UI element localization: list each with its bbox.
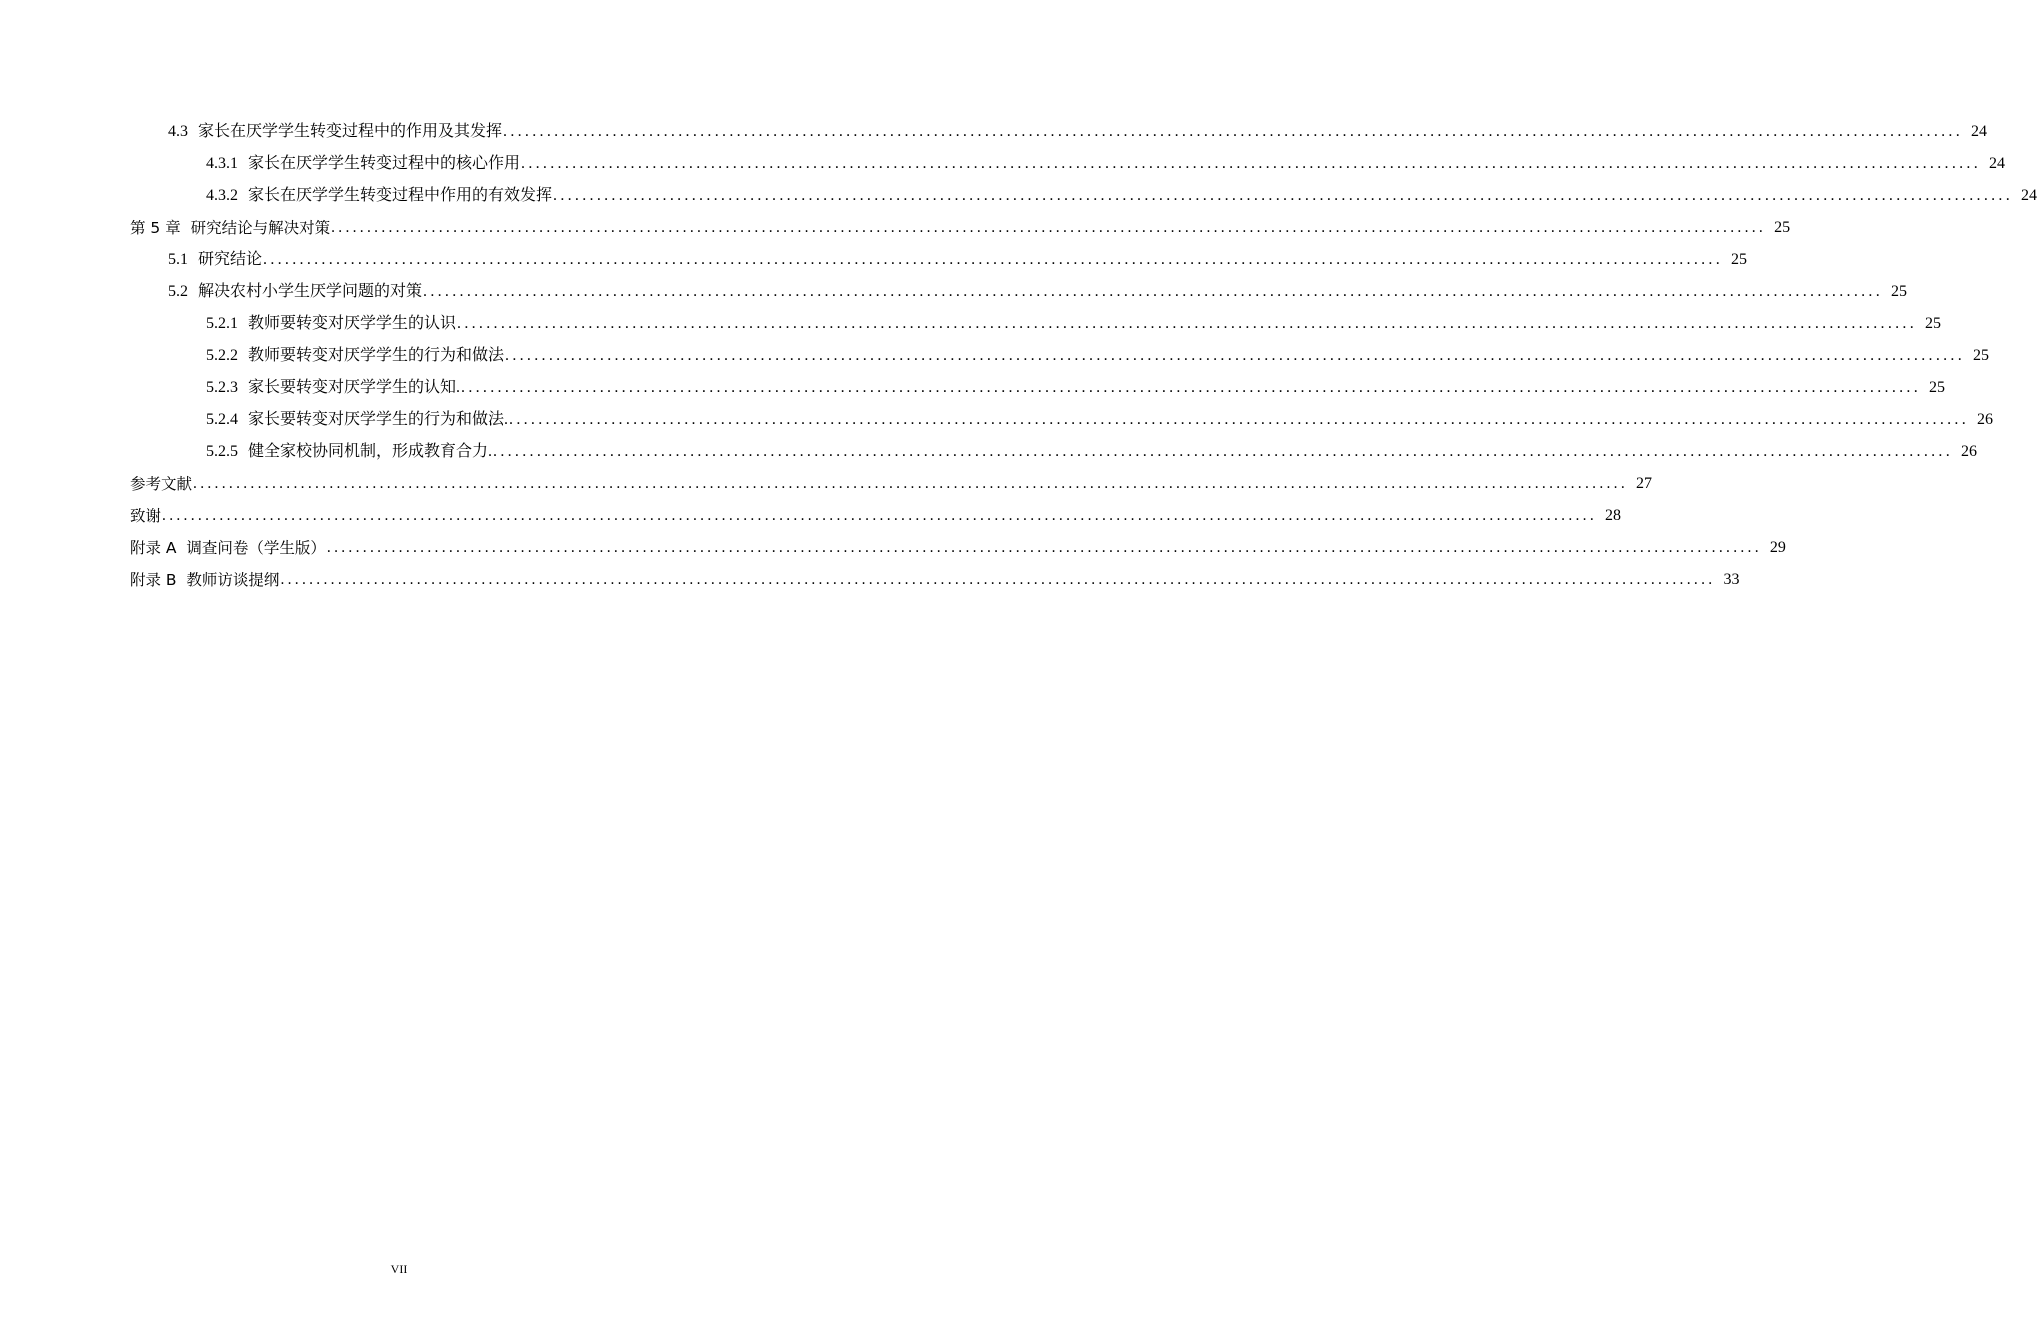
toc-entry-title: 调查问卷（学生版） [186,539,326,557]
toc-entry-page: 24 [1989,155,2006,172]
toc-entry-number: 第 5 章 [130,219,181,237]
toc-entry[interactable] [130,340,1990,372]
toc-entry-title: 教师要转变对厌学学生的行为和做法 [248,347,505,364]
toc-entry-number: 5.1 [168,251,188,268]
toc-entry-page: 26 [1977,411,1994,428]
page-number-footer: VII [390,1262,408,1276]
toc-dot-leader: ........................................................................................................................................................................................................ [457,315,1918,332]
toc-entry[interactable] [130,532,1786,564]
toc-entry[interactable] [130,116,1988,148]
toc-entry-title: 教师要转变对厌学学生的认识 [248,315,457,332]
toc-entry-number: 4.3.1 [206,155,238,172]
toc-entry-number: 5.2.5 [206,443,238,460]
toc-entry[interactable] [130,212,1791,244]
toc-entry-page: 25 [1925,315,1942,332]
toc-entry-page: 25 [1731,251,1748,268]
toc-dot-leader: ........................................................................................................................................................................................................ [326,539,1762,556]
toc-dot-leader: ........................................................................................................................................................................................................ [461,379,1922,396]
toc-entry[interactable] [130,148,2006,180]
toc-dot-leader: ........................................................................................................................................................................................................ [162,507,1598,524]
toc-dot-leader: ........................................................................................................................................................................................................ [521,155,1982,172]
toc-entry-number: 5.2.1 [206,315,238,332]
toc-entry-number: 5.2.2 [206,347,238,364]
toc-entry-page: 26 [1961,443,1978,460]
toc-entry-page: 27 [1636,475,1653,492]
toc-entry-title: 健全家校协同机制，形成教育合力. [248,443,493,460]
toc-entry-page: 29 [1769,539,1786,556]
toc-entry-title: 研究结论 [198,251,263,268]
toc-entry-title: 致谢 [130,507,162,525]
toc-entry[interactable] [130,180,2037,212]
toc-entry-number: 4.3.2 [206,187,238,204]
toc-entry-title: 教师访谈提纲 [186,571,280,589]
toc-dot-leader: ........................................................................................................................................................................................................ [423,283,1884,300]
toc-entry-page: 25 [1973,347,1990,364]
toc-entry-number: 附录 A [130,539,177,557]
toc-entry-title: 家长在厌学学生转变过程中作用的有效发挥 [248,187,553,204]
toc-entry[interactable] [130,372,1946,404]
toc-entry-title: 家长在厌学学生转变过程中的作用及其发挥 [198,123,503,140]
toc-entry-page: 25 [1929,379,1946,396]
toc-dot-leader: ........................................................................................................................................................................................................ [280,571,1716,588]
toc-entry-page: 24 [1971,123,1988,140]
toc-dot-leader: ........................................................................................................................................................................................................ [263,251,1724,268]
toc-entry[interactable] [130,244,1748,276]
toc-dot-leader: ........................................................................................................................................................................................................ [553,187,2014,204]
toc-entry-page: 25 [1891,283,1908,300]
toc-entry-title: 家长要转变对厌学学生的行为和做法. [248,411,509,428]
toc-entry-page: 28 [1605,507,1622,524]
toc-entry-page: 25 [1774,219,1791,236]
toc-entry[interactable] [130,276,1908,308]
table-of-contents [130,116,2037,596]
toc-entry-title: 解决农村小学生厌学问题的对策 [198,283,423,300]
toc-entry[interactable] [130,468,1653,500]
toc-entry-title: 参考文献 [130,475,193,493]
toc-dot-leader: ........................................................................................................................................................................................................ [503,123,1964,140]
toc-entry-title: 家长要转变对厌学学生的认知. [248,379,461,396]
toc-dot-leader: ........................................................................................................................................................................................................ [193,475,1629,492]
toc-dot-leader: ........................................................................................................................................................................................................ [331,219,1767,236]
toc-entry-title: 研究结论与解决对策 [190,219,331,237]
toc-entry[interactable] [130,308,1942,340]
toc-entry-number: 附录 B [130,571,177,589]
toc-entry-title: 家长在厌学学生转变过程中的核心作用 [248,155,521,172]
toc-entry[interactable] [130,500,1622,532]
toc-entry[interactable] [130,404,1994,436]
toc-entry[interactable] [130,436,1978,468]
toc-entry-number: 5.2 [168,283,188,300]
toc-dot-leader: ........................................................................................................................................................................................................ [509,411,1970,428]
toc-entry-number: 5.2.4 [206,411,238,428]
toc-entry-number: 4.3 [168,123,188,140]
toc-entry[interactable] [130,564,1740,596]
toc-dot-leader: ........................................................................................................................................................................................................ [505,347,1966,364]
toc-entry-page: 33 [1723,571,1740,588]
toc-entry-page: 24 [2021,187,2037,204]
toc-entry-number: 5.2.3 [206,379,238,396]
toc-dot-leader: ........................................................................................................................................................................................................ [493,443,1954,460]
